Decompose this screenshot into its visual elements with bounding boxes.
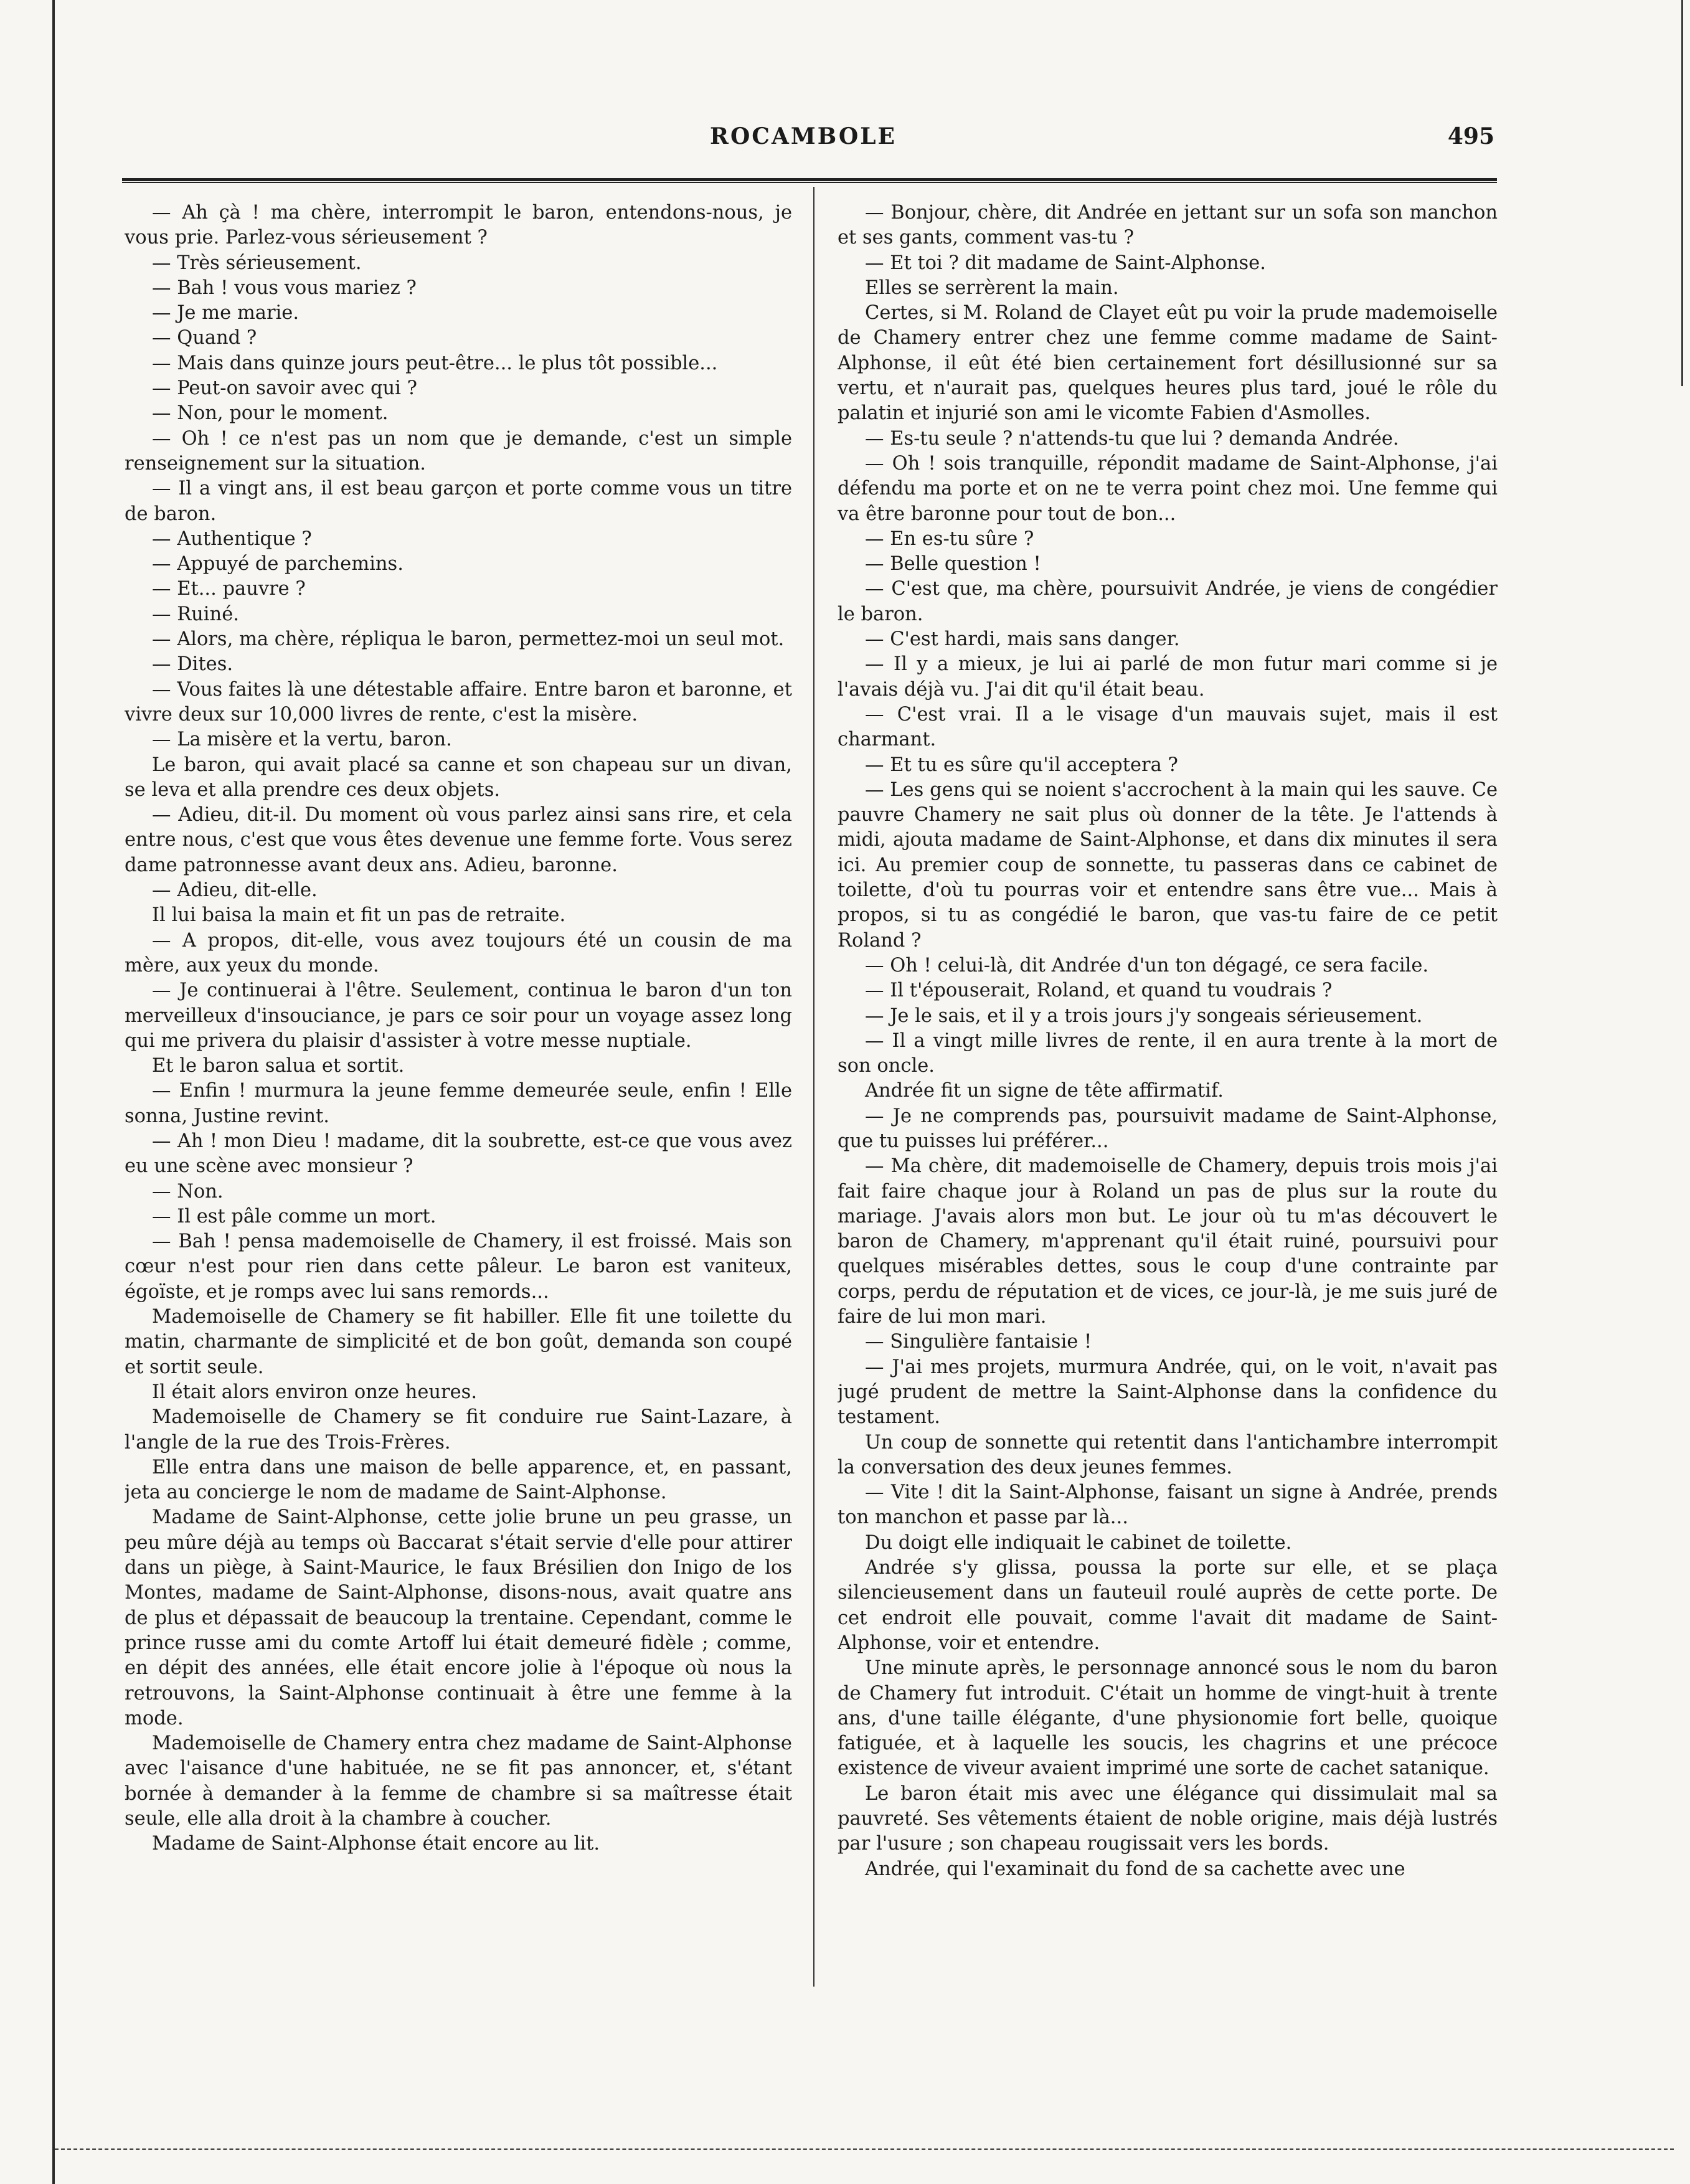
paragraph: — Authentique ?: [152, 527, 312, 550]
paragraph: Madame de Saint-Alphonse était encore au lit.: [152, 1833, 600, 1855]
paragraph: Mademoiselle de Chamery se fit habiller. Elle fit une toilette du matin, charmante de simplicité et de bon goût, demanda son coupé et sortit seule.: [125, 1306, 792, 1378]
paragraph: — Et tu es sûre qu'il acceptera ?: [865, 754, 1178, 776]
paragraph: — J'ai mes projets, murmura Andrée, qui, on le voit, n'avait pas jugé prudent de mettre la Saint-Alphonse dans la confidence du testament.: [838, 1356, 1498, 1429]
paragraph: — Ma chère, dit mademoiselle de Chamery, depuis trois mois j'ai fait faire chaque jour à Roland un pas de plus sur la route du mariage. J'avais alors mon but. Le jour où tu m'as découvert le baron de Chamery, m'apprenant qu'il était ruiné, poursuivi pour quelques misérables dettes, sous le coup d'une contrainte par corps, perdu de réputation et de vices, ce jour-là, je me suis juré de faire de lui mon mari.: [838, 1155, 1498, 1328]
paragraph: — Je continuerai à l'être. Seulement, continua le baron d'un ton merveilleux d'insouciance, je pars ce soir pour un voyage assez long qui me privera du plaisir d'assister à votre messe nuptiale.: [125, 980, 792, 1052]
right-column: [838, 201, 1498, 1969]
paragraph: — Adieu, dit-il. Du moment où vous parlez ainsi sans rire, et cela entre nous, c'est que vous êtes devenue une femme forte. Vous serez dame patronnesse avant deux ans. Adieu, baronne.: [125, 804, 792, 876]
page-number: 495: [1447, 123, 1494, 149]
paragraph: — Dites.: [152, 653, 234, 676]
paragraph: Du doigt elle indiquait le cabinet de toilette.: [865, 1531, 1292, 1554]
running-title: ROCAMBOLE: [710, 123, 897, 149]
paragraph: — Il a vingt ans, il est beau garçon et porte comme vous un titre de baron.: [125, 478, 792, 525]
paragraph: — Es-tu seule ? n'attends-tu que lui ? demanda Andrée.: [865, 427, 1399, 450]
paragraph: — C'est vrai. Il a le visage d'un mauvais sujet, mais il est charmant.: [838, 703, 1498, 751]
left-column: [125, 201, 792, 1969]
paragraph: Mademoiselle de Chamery entra chez madame de Saint-Alphonse avec l'aisance d'une habituée, ne se fit pas annoncer, et, s'étant bornée à demander à la femme de chambre si sa maîtresse était seule, elle alla droit à la chambre à coucher.: [125, 1733, 792, 1830]
paragraph: — Ah ! mon Dieu ! madame, dit la soubrette, est-ce que vous avez eu une scène avec monsieur ?: [125, 1130, 792, 1178]
paragraph: — Je me marie.: [152, 302, 300, 324]
paragraph: — Peut-on savoir avec qui ?: [152, 377, 417, 400]
paragraph: — Je le sais, et il y a trois jours j'y songeais sérieusement.: [865, 1005, 1423, 1027]
paragraph: Andrée, qui l'examinait du fond de sa cachette avec une: [865, 1858, 1405, 1880]
paragraph: — Adieu, dit-elle.: [152, 879, 318, 902]
paragraph: — Et toi ? dit madame de Saint-Alphonse.: [865, 252, 1266, 274]
paragraph: — Alors, ma chère, répliqua le baron, permettez-moi un seul mot.: [152, 628, 785, 651]
paragraph: — En es-tu sûre ?: [865, 527, 1034, 550]
paragraph: — Belle question !: [865, 553, 1041, 575]
paragraph: — Bonjour, chère, dit Andrée en jettant sur un sofa son manchon et ses gants, comment vas-tu ?: [838, 202, 1498, 249]
paragraph: — Non, pour le moment.: [152, 402, 389, 425]
paragraph: Certes, si M. Roland de Clayet eût pu voir la prude mademoiselle de Chamery entrer chez une femme comme madame de Saint-Alphonse, il eût été bien certainement fort désillusionné sur sa vertu, et n'aurait pas, quelques heures plus tard, joué le rôle du palatin et injurié son ami le vicomte Fabien d'Asmolles.: [838, 302, 1498, 425]
paragraph: — C'est que, ma chère, poursuivit Andrée, je viens de congédier le baron.: [838, 578, 1498, 625]
paragraph: — Il y a mieux, je lui ai parlé de mon futur mari comme si je l'avais déjà vu. J'ai dit qu'il était beau.: [838, 653, 1498, 701]
footer-rule: [55, 2149, 1674, 2152]
paragraph: Et le baron salua et sortit.: [152, 1055, 405, 1077]
paragraph: — Vous faites là une détestable affaire. Entre baron et baronne, et vivre deux sur 10,000 livres de rente, c'est la misère.: [125, 678, 792, 726]
paragraph: Elles se serrèrent la main.: [865, 277, 1119, 299]
paragraph: — Oh ! sois tranquille, répondit madame de Saint-Alphonse, j'ai défendu ma porte et on ne te verra point chez moi. Une femme qui va être baronne pour tout de bon...: [838, 452, 1498, 525]
paragraph: — La misère et la vertu, baron.: [152, 729, 452, 751]
paragraph: — A propos, dit-elle, vous avez toujours été un cousin de ma mère, aux yeux du monde.: [125, 929, 792, 976]
paragraph: Le baron était mis avec une élégance qui dissimulait mal sa pauvreté. Ses vêtements étaient de noble origine, mais déjà lustrés par l'usure ; son chapeau rougissait vers les bords.: [838, 1782, 1498, 1855]
paragraph: — Enfin ! murmura la jeune femme demeurée seule, enfin ! Elle sonna, Justine revint.: [125, 1080, 792, 1127]
paragraph: Le baron, qui avait placé sa canne et son chapeau sur un divan, se leva et alla prendre ces deux objets.: [125, 754, 792, 801]
paragraph: — Ruiné.: [152, 603, 239, 625]
page-header: [112, 118, 1494, 162]
column-divider: [813, 187, 814, 1987]
paragraph: Il était alors environ onze heures.: [152, 1381, 478, 1403]
paragraph: Andrée fit un signe de tête affirmatif.: [865, 1080, 1224, 1102]
paragraph: — C'est hardi, mais sans danger.: [865, 628, 1180, 651]
paragraph: — Oh ! ce n'est pas un nom que je demande, c'est un simple renseignement sur la situation.: [125, 427, 792, 475]
paragraph: — Et... pauvre ?: [152, 578, 306, 600]
paragraph: — Non.: [152, 1180, 224, 1203]
paragraph: Elle entra dans une maison de belle apparence, et, en passant, jeta au concierge le nom de madame de Saint-Alphonse.: [125, 1456, 792, 1504]
paragraph: Une minute après, le personnage annoncé sous le nom du baron de Chamery fut introduit. C'était un homme de vingt-huit à trente ans, d'une taille élégante, d'une physionomie fort belle, quoique fatiguée, et à laquelle les soucis, les chagrins et une précoce existence de viveur avaient imprimé une sorte de cachet satanique.: [838, 1657, 1498, 1780]
paragraph: — Singulière fantaisie !: [865, 1331, 1092, 1353]
paragraph: Il lui baisa la main et fit un pas de retraite.: [152, 904, 566, 927]
header-rule: [122, 178, 1497, 183]
paragraph: Mademoiselle de Chamery se fit conduire rue Saint-Lazare, à l'angle de la rue des Trois-Frères.: [125, 1406, 792, 1454]
left-margin-rule: [52, 0, 55, 2184]
paragraph: — Appuyé de parchemins.: [152, 553, 404, 575]
paragraph: Un coup de sonnette qui retentit dans l'antichambre interrompit la conversation des deux jeunes femmes.: [838, 1431, 1498, 1478]
paragraph: — Bah ! vous vous mariez ?: [152, 277, 417, 299]
paragraph: — Mais dans quinze jours peut-être... le plus tôt possible...: [152, 352, 718, 374]
right-margin-rule: [1681, 0, 1683, 386]
paragraph: — Les gens qui se noient s'accrochent à la main qui les sauve. Ce pauvre Chamery ne sait plus où donner de la tête. Je l'attends à midi, ajouta madame de Saint-Alphonse, et dans dix minutes il sera ici. Au premier coup de sonnette, tu passeras dans ce cabinet de toilette, d'où tu pourras voir et entendre sans être vue... Mais à propos, si tu as congédié le baron, que vas-tu faire de ce petit Roland ?: [838, 778, 1498, 952]
paragraph: — Vite ! dit la Saint-Alphonse, faisant un signe à Andrée, prends ton manchon et passe par là...: [838, 1482, 1498, 1529]
paragraph: — Je ne comprends pas, poursuivit madame de Saint-Alphonse, que tu puisses lui préférer...: [838, 1105, 1498, 1152]
paragraph: — Quand ?: [152, 327, 257, 349]
paragraph: — Bah ! pensa mademoiselle de Chamery, il est froissé. Mais son cœur n'est pour rien dans cette pâleur. Le baron est vaniteux, égoïste, et je romps avec lui sans remords...: [125, 1231, 792, 1303]
paragraph: — Oh ! celui-là, dit Andrée d'un ton dégagé, ce sera facile.: [865, 954, 1429, 976]
paragraph: Madame de Saint-Alphonse, cette jolie brune un peu grasse, un peu mûre déjà au temps où Baccarat s'était servie d'elle pour attirer dans un piège, à Saint-Maurice, le faux Brésilien don Inigo de los Montes, madame de Saint-Alphonse, disons-nous, avait quatre ans de plus et dépassait de beaucoup la trentaine. Cependant, comme le prince russe ami du comte Artoff lui était demeuré fidèle ; comme, en dépit des années, elle était encore jolie à l'époque où nous la retrouvons, la Saint-Alphonse continuait à être une femme à la mode.: [125, 1506, 792, 1729]
paragraph: — Il a vingt mille livres de rente, il en aura trente à la mort de son oncle.: [838, 1029, 1498, 1077]
paragraph: — Il est pâle comme un mort.: [152, 1205, 437, 1227]
paragraph: — Ah çà ! ma chère, interrompit le baron, entendons-nous, je vous prie. Parlez-vous sérieusement ?: [125, 202, 792, 249]
paragraph: — Il t'épouserait, Roland, et quand tu voudrais ?: [865, 980, 1333, 1002]
paragraph: — Très sérieusement.: [152, 252, 362, 274]
paragraph: Andrée s'y glissa, poussa la porte sur elle, et se plaça silencieusement dans un fauteuil roulé auprès de cette porte. De cet endroit elle pouvait, comme l'avait dit madame de Saint-Alphonse, voir et entendre.: [838, 1557, 1498, 1654]
